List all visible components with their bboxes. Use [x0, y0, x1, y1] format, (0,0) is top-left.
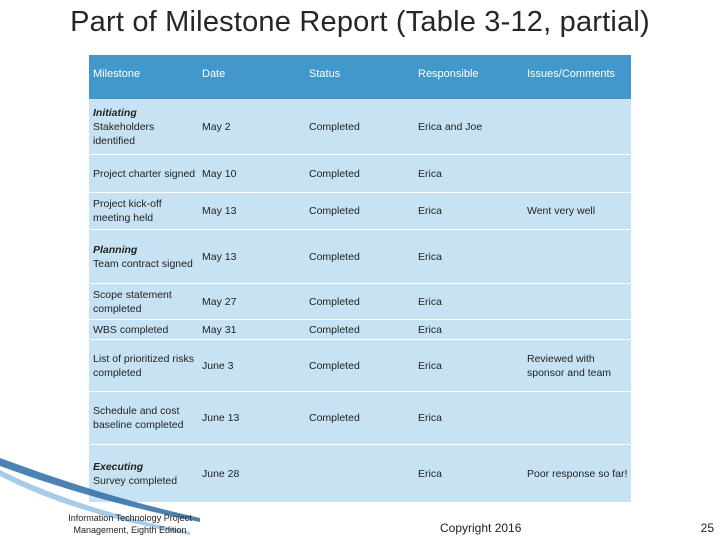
cell-status: Completed: [309, 359, 360, 372]
cell-status: Completed: [309, 295, 360, 308]
cell-responsible: Erica: [418, 359, 442, 372]
footer-book-title: Information Technology Project Management, Eighth Edition: [68, 513, 192, 535]
phase-label: Executing: [93, 460, 144, 473]
cell-status: Completed: [309, 250, 360, 263]
cell-comments: Went very well: [527, 205, 596, 217]
header-milestone: Milestone: [93, 68, 141, 80]
table-row: [89, 193, 631, 230]
cell-status: Completed: [309, 167, 360, 180]
table-row: [89, 392, 631, 445]
cell-date: May 13: [202, 250, 237, 263]
cell-comments: Reviewed with sponsor and team: [527, 352, 612, 379]
cell-responsible: Erica: [418, 295, 442, 308]
phase-label: Planning: [93, 243, 138, 256]
cell-responsible: Erica: [418, 412, 442, 424]
cell-milestone: [89, 197, 198, 225]
cell-date: May 31: [202, 323, 237, 336]
header-date: Date: [202, 68, 226, 80]
milestone-text: Scope statement completed: [93, 288, 172, 315]
table-header-row: [89, 55, 631, 99]
cell-responsible: Erica: [418, 323, 442, 336]
cell-date: June 13: [202, 412, 240, 424]
table-row: [89, 340, 631, 392]
table-row: [89, 320, 631, 340]
cell-date: May 10: [202, 167, 237, 180]
cell-responsible: Erica: [418, 250, 442, 263]
cell-status: Completed: [309, 412, 360, 424]
page-number: 25: [700, 521, 714, 535]
header-comments: Issues/Comments: [527, 68, 616, 80]
cell-date: June 28: [202, 467, 240, 480]
table-row: [89, 99, 631, 155]
milestone-text: WBS completed: [93, 323, 169, 336]
table-row: [89, 230, 631, 284]
milestone-text: Team contract signed: [93, 257, 193, 270]
cell-milestone: [89, 404, 198, 432]
cell-status: Completed: [309, 120, 360, 133]
cell-milestone: [89, 243, 198, 271]
cell-responsible: Erica: [418, 467, 442, 480]
phase-label: Initiating: [93, 106, 137, 119]
milestone-text: Stakeholders identified: [93, 120, 155, 147]
cell-status: Completed: [309, 205, 360, 217]
cell-responsible: Erica: [418, 167, 442, 180]
cell-status: Completed: [309, 323, 360, 336]
cell-responsible: Erica: [418, 205, 442, 217]
slide-title: Part of Milestone Report (Table 3-12, partial): [70, 6, 650, 38]
milestone-table: [89, 55, 631, 503]
cell-responsible: Erica and Joe: [418, 120, 483, 133]
footer-copyright: Copyright 2016: [440, 521, 522, 535]
cell-date: May 27: [202, 295, 237, 308]
milestone-text: List of prioritized risks completed: [93, 352, 194, 379]
table-row: [89, 284, 631, 320]
cell-milestone: [89, 323, 198, 337]
cell-milestone: [89, 167, 198, 181]
milestone-text: Schedule and cost baseline completed: [93, 405, 184, 431]
cell-date: May 2: [202, 120, 231, 133]
cell-comments: Poor response so far!: [527, 467, 628, 480]
milestone-text: Project charter signed: [93, 167, 196, 180]
table-row: [89, 155, 631, 193]
cell-date: May 13: [202, 205, 237, 217]
milestone-text: Survey completed: [93, 474, 178, 487]
milestone-text: Project kick-off meeting held: [93, 198, 162, 224]
header-status: Status: [309, 68, 341, 80]
cell-date: June 3: [202, 359, 234, 372]
cell-milestone: [89, 288, 198, 316]
header-responsible: Responsible: [418, 68, 479, 80]
cell-milestone: [89, 352, 198, 380]
cell-milestone: [89, 106, 198, 148]
